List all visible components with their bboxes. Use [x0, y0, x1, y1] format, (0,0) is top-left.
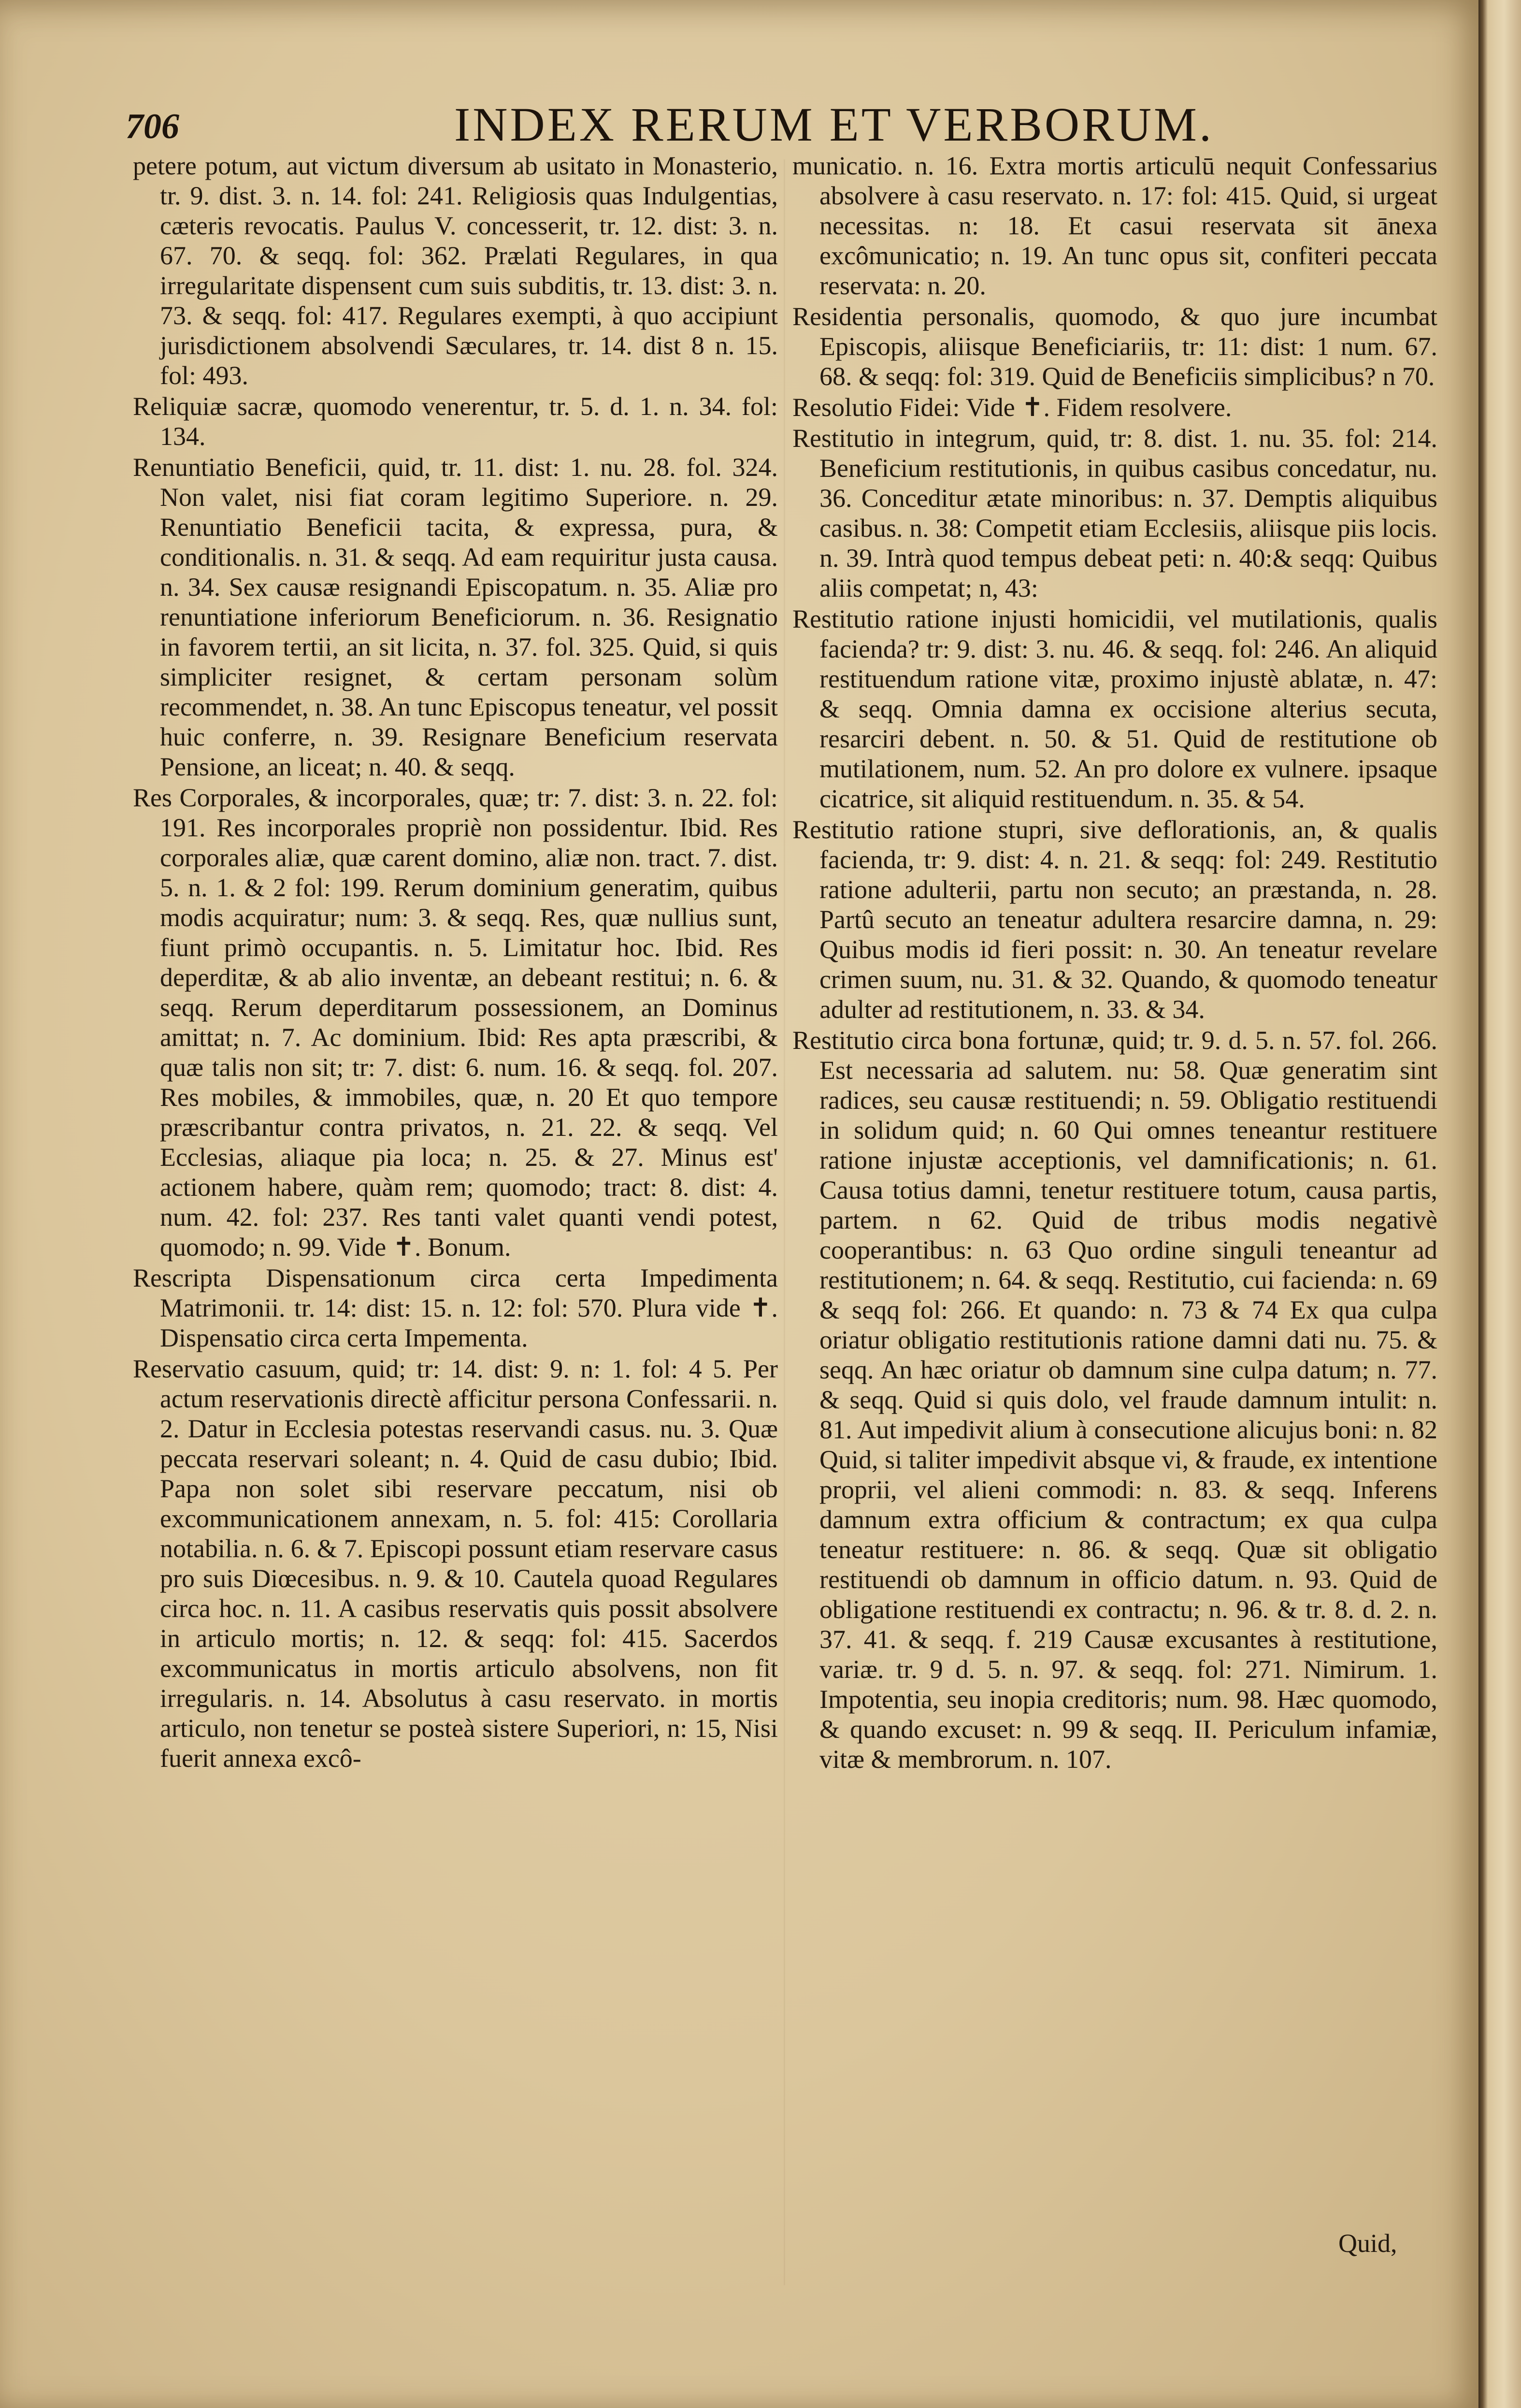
index-entry: Restitutio in integrum, quid, tr: 8. dist. 1. nu. 35. fol: 214. Beneficium restitutionis, in quibus casibus concedatur, nu. 36. Conceditur ætate minoribus: n. 37. Demptis aliquibus casibus. n. 38: Competit etiam Ecclesiis, aliisque piis locis. n. 39. Intrà quod tempus debeat peti: n. 40:& seqq: Quibus aliis competat; n, 43: — [792, 424, 1437, 602]
index-entry: Restitutio circa bona fortunæ, quid; tr. 9. d. 5. n. 57. fol. 266. Est necessaria ad salutem. nu: 58. Quæ generatim sint radices, seu causæ restituendi; n. 59. Obligatio restituendi in solidum quid; n. 60 Qui omnes teneantur restituere ratione injustæ acceptionis, vel damnificationis; n. 61. Causa totius damni, tenetur restituere totum, causa partis, partem. n 62. Quid de tribus modis negativè cooperantibus: n. 63 Quo ordine singuli teneantur ad restitutionem; n. 64. & seqq. Restitutio, cui facienda: n. 69 & seqq fol: 266. Et quando: n. 73 & 74 Ex qua culpa oriatur obligatio restitutionis ratione damni dati nu. 75. & seqq. An hæc oriatur ob damnum sine culpa datum; n. 77. & seqq. Quid si quis dolo, vel fraude damnum intulit: n. 81. Aut impedivit alium à consecutione alicujus boni: n. 82 Quid, si taliter impedivit absque vi, & fraude, ex intentione proprii, vel alieni commodi: n. 83. & seqq. Inferens damnum extra officium & contractum; ex qua culpa teneatur restituere: n. 86. & seqq. Quæ sit obligatio restituendi ob damnum in officio datum. n. 93. Quid de obligatione restituendi ex contractu; n. 96. & tr. 8. d. 2. n. 37. 41. & seqq. f. 219 Causæ excusantes à restitutione, variæ. tr. 9 d. 5. n. 97. & seqq. fol: 271. Nimirum. 1. Impotentia, seu inopia creditoris; num. 98. Hæc quomodo, & quando excuset: n. 99 & seqq. II. Periculum infamiæ, vitæ & membrorum. n. 107. — [792, 1026, 1437, 1774]
index-entry: Residentia personalis, quomodo, & quo jure incumbat Episcopis, aliisque Beneficiariis, tr: 11: dist: 1 num. 67. 68. & seqq: fol: 319. Quid de Beneficiis simplicibus? n 70. — [792, 302, 1437, 391]
index-entry: municatio. n. 16. Extra mortis articulū nequit Confessarius absolvere à casu reservato. n. 17: fol: 415. Quid, si urgeat necessitas. n: 18. Et casui reservata sit ānexa excômunicatio; n. 19. An tunc opus sit, confiteri peccata reservata: n. 20. — [792, 151, 1437, 300]
index-entry: Renuntiatio Beneficii, quid, tr. 11. dist: 1. nu. 28. fol. 324. Non valet, nisi fiat coram legitimo Superiore. n. 29. Renuntiatio Beneficii tacita, & expressa, pura, & conditionalis. n. 31. & seqq. Ad eam requiritur justa causa. n. 34. Sex causæ resignandi Episcopatum. n. 35. Aliæ pro renuntiatione inferiorum Beneficiorum. n. 36. Resignatio in favorem tertii, an sit licita, n. 37. fol. 325. Quid, si quis simpliciter resignet, & certam personam solùm recommendet, n. 38. An tunc Episcopus teneatur, vel possit huic conferre, n. 39. Resignare Beneficium reservata Pensione, an liceat; n. 40. & seqq. — [133, 453, 778, 781]
index-entry: Res Corporales, & incorporales, quæ; tr: 7. dist: 3. n. 22. fol: 191. Res incorporales propriè non possidentur. Ibid. Res corporales aliæ, quæ carent domino, aliæ non. tract. 7. dist. 5. n. 1. & 2 fol: 199. Rerum dominium generatim, quibus modis acquiratur; num: 3. & seqq. Res, quæ nullius sunt, fiunt primò occupantis. n. 5. Limitatur hoc. Ibid. Res deperditæ, & ab alio inventæ, an debeant restitui; n. 6. & seqq. Rerum deperditarum possessionem, an Dominus amittat; n. 7. Ac dominium. Ibid: Res apta præscribi, & quæ talis non sit; tr: 7. dist: 6. num. 16. & seqq. fol. 207. Res mobiles, & immobiles, quæ, n. 20 Et quo tempore præscribantur contra privatos, n. 21. 22. & seqq. Vel Ecclesias, aliaque pia loca; n. 25. & 27. Minus est' actionem habere, quàm rem; quomodo; tract: 8. dist: 4. num. 42. fol: 237. Res tanti valet quanti vendi potest, quomodo; n. 99. Vide ✝. Bonum. — [133, 783, 778, 1261]
column-gutter — [784, 159, 785, 2285]
left-column — [133, 151, 778, 2306]
page-number: 706 — [126, 107, 179, 146]
next-page-edge — [1478, 0, 1521, 2408]
index-entry: Reservatio casuum, quid; tr: 14. dist: 9. n: 1. fol: 4 5. Per actum reservationis directè afficitur persona Confessarii. n. 2. Datur in Ecclesia potestas reservandi casus. nu. 3. Quæ peccata reservari soleant; n. 4. Quid de casu dubio; Ibid. Papa non solet sibi reservare peccatum, nisi ob excommunicationem annexam, n. 5. fol: 415: Corollaria notabilia. n. 6. & 7. Episcopi possunt etiam reservare casus pro suis Diœcesibus. n. 9. & 10. Cautela quoad Regulares circa hoc. n. 11. A casibus reservatis quis possit absolvere in articulo mortis; n. 12. & seqq: fol: 415. Sacerdos excommunicatus in mortis articulo absolvens, non fit irregularis. n. 14. Absolutus à casu reservato. in mortis articulo, non tenetur se posteà sistere Superiori, n: 15, Nisi fuerit annexa excô- — [133, 1354, 778, 1773]
page-header — [126, 97, 1430, 150]
index-entry: Restitutio ratione injusti homicidii, vel mutilationis, qualis facienda? tr: 9. dist: 3. nu. 46. & seqq. fol: 246. An aliquid restituendum ratione vitæ, proximo injustè ablatæ, n. 47: & seqq. Omnia damna ex occisione alterius secuta, resarciri debent. n. 50. & 51. Quid de restitutione ob mutilationem, num. 52. An pro dolore ex vulnere. ipsaque cicatrice, sit aliquid restituendum. n. 35. & 54. — [792, 604, 1437, 813]
catchword: Quid, — [1338, 2229, 1397, 2258]
index-entry: Rescripta Dispensationum circa certa Impedimenta Matrimonii. tr. 14: dist: 15. n. 12: fol: 570. Plura vide ✝. Dispensatio circa certa Impementa. — [133, 1263, 778, 1352]
running-title: INDEX RERUM ET VERBORUM. — [454, 98, 1214, 151]
index-entry: Resolutio Fidei: Vide ✝. Fidem resolvere. — [792, 393, 1232, 422]
right-column — [792, 151, 1437, 2306]
index-entry: Reliquiæ sacræ, quomodo venerentur, tr. 5. d. 1. n. 34. fol: 134. — [133, 392, 778, 451]
index-entry: Restitutio ratione stupri, sive deflorationis, an, & qualis facienda, tr: 9. dist: 4. n. 21. & seqq: fol: 249. Restitutio ratione adulterii, partu non secuto; an præstanda, n. 28. Partû secuto an teneatur adultera resarcire damna, n. 29: Quibus modis id fieri possit: n. 30. An teneatur revelare crimen suum, nu. 31. & 32. Quando, & quomodo teneatur adulter ad restitutionem, n. 33. & 34. — [792, 815, 1437, 1024]
index-entry: petere potum, aut victum diversum ab usitato in Monasterio, tr. 9. dist. 3. n. 14. fol: 241. Religiosis quas Indulgentias, cæteris revocatis. Paulus V. concesserit, tr. 12. dist: 3. n. 67. 70. & seqq. fol: 362. Prælati Regulares, in qua irregularitate dispensent cum suis subditis, tr. 13. dist: 3. n. 73. & seqq. fol: 417. Regulares exempti, à quo accipiunt jurisdictionem absolvendi Sæculares, tr. 14. dist 8 n. 15. fol: 493. — [133, 151, 778, 390]
